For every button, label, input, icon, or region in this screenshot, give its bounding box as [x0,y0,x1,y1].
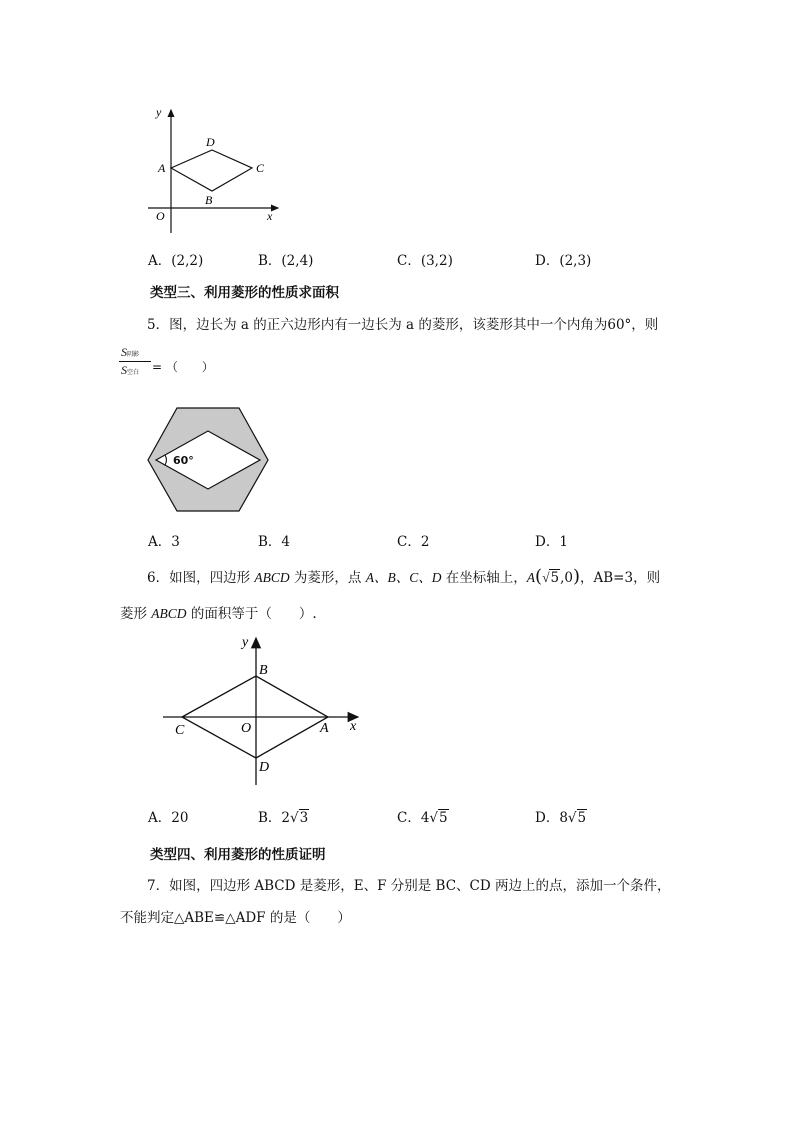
q6-abcd: ABCD [254,570,290,585]
q4-option-d[interactable]: D．(2,3) [535,253,592,269]
q6-pre: 6．如图，四边形 [147,570,255,586]
q4-option-b[interactable]: B．(2,4) [258,253,314,269]
q6-root-sign: √ [542,570,550,585]
q5-text: 5．图，边长为 a 的正六边形内有一边长为 a 的菱形，该菱形其中一个内角为60°，则 [147,317,659,333]
q6-mid2: 在坐标轴上， [441,570,527,586]
q6-b-pre: B．2 [258,810,291,826]
label-a: A [158,161,166,175]
q4-option-c[interactable]: C．(3,2) [397,253,453,269]
q6-d-root-sign: √ [567,810,577,826]
q6-line1-end: ，AB=3，则 [580,570,661,586]
label-b: B [205,193,213,207]
q6-b-root: 3 [299,810,309,826]
q6-line2-abcd: ABCD [151,606,187,621]
q6-d-pre: D．8 [535,810,568,826]
q6-d-root: 5 [577,810,587,826]
fraction-bar [119,361,151,362]
q6-line2-pre: 菱形 [120,606,152,622]
q6-line2 [120,602,317,622]
q6-c-pre: C．4 [397,810,430,826]
label-c-2: C [175,723,185,738]
q6-option-b[interactable] [258,806,309,826]
rhombus-abcd [171,150,252,191]
q6-paren-open: ( [535,566,543,587]
frac-den: S [121,363,127,377]
q5-option-d[interactable]: D．1 [535,534,568,550]
type4-heading: 类型四、利用菱形的性质证明 [150,847,326,863]
q6-c-root: 5 [439,810,448,826]
q6-coord-sqrt: 5 [550,570,560,586]
label-d-2: D [259,760,270,775]
q7-line2: 不能判定△ABE≌△ADF 的是（ ） [120,910,351,926]
label-x-2: x [350,719,357,734]
q6-b-root-sign: √ [290,810,299,826]
frac-den-sub: 空白 [127,369,140,376]
q6-paren-close: ) [572,566,580,587]
label-o: O [156,209,165,223]
label-y-2: y [242,635,249,650]
type3-heading: 类型三、利用菱形的性质求面积 [150,285,339,301]
q6-option-a[interactable]: A．20 [148,810,189,826]
q5-option-a[interactable]: A．3 [148,534,180,550]
q5-option-c[interactable]: C．2 [397,534,430,550]
q7-line1: 7．如图，四边形 ABCD 是菱形，E、F 分别是 BC、CD 两边上的点，添加一个条件， [147,878,671,894]
figure-rhombus-axes [140,100,290,240]
label-c: C [256,161,265,175]
label-x: x [267,209,273,223]
q4-option-a[interactable]: A．(2,2) [148,253,204,269]
label-y: y [156,105,162,119]
figure-hexagon-rhombus [145,405,275,515]
q6-coord-rest: ,0 [560,570,573,586]
q6-coord-a: A [526,570,536,585]
q6-points: A、B、C、D [365,570,442,585]
q6-line2-end: 的面积等于（ ）. [186,606,317,622]
q6-c-root-sign: √ [429,810,439,826]
q6-option-c[interactable] [397,806,449,826]
label-o-2: O [241,721,252,736]
angle-label: 60° [173,454,194,467]
q5-tail: = （ ） [152,360,214,374]
q6-mid: 为菱形，点 [289,570,366,586]
figure-rhombus-origin [158,630,368,792]
frac-num-sub: 阴影 [127,351,140,358]
q6-option-d[interactable] [535,806,587,826]
q6-line1 [147,566,660,587]
label-b-2: B [259,663,268,678]
label-d: D [206,135,215,149]
frac-num: S [121,345,127,359]
q5-option-b[interactable]: B．4 [258,534,291,550]
label-a-2: A [320,721,329,736]
